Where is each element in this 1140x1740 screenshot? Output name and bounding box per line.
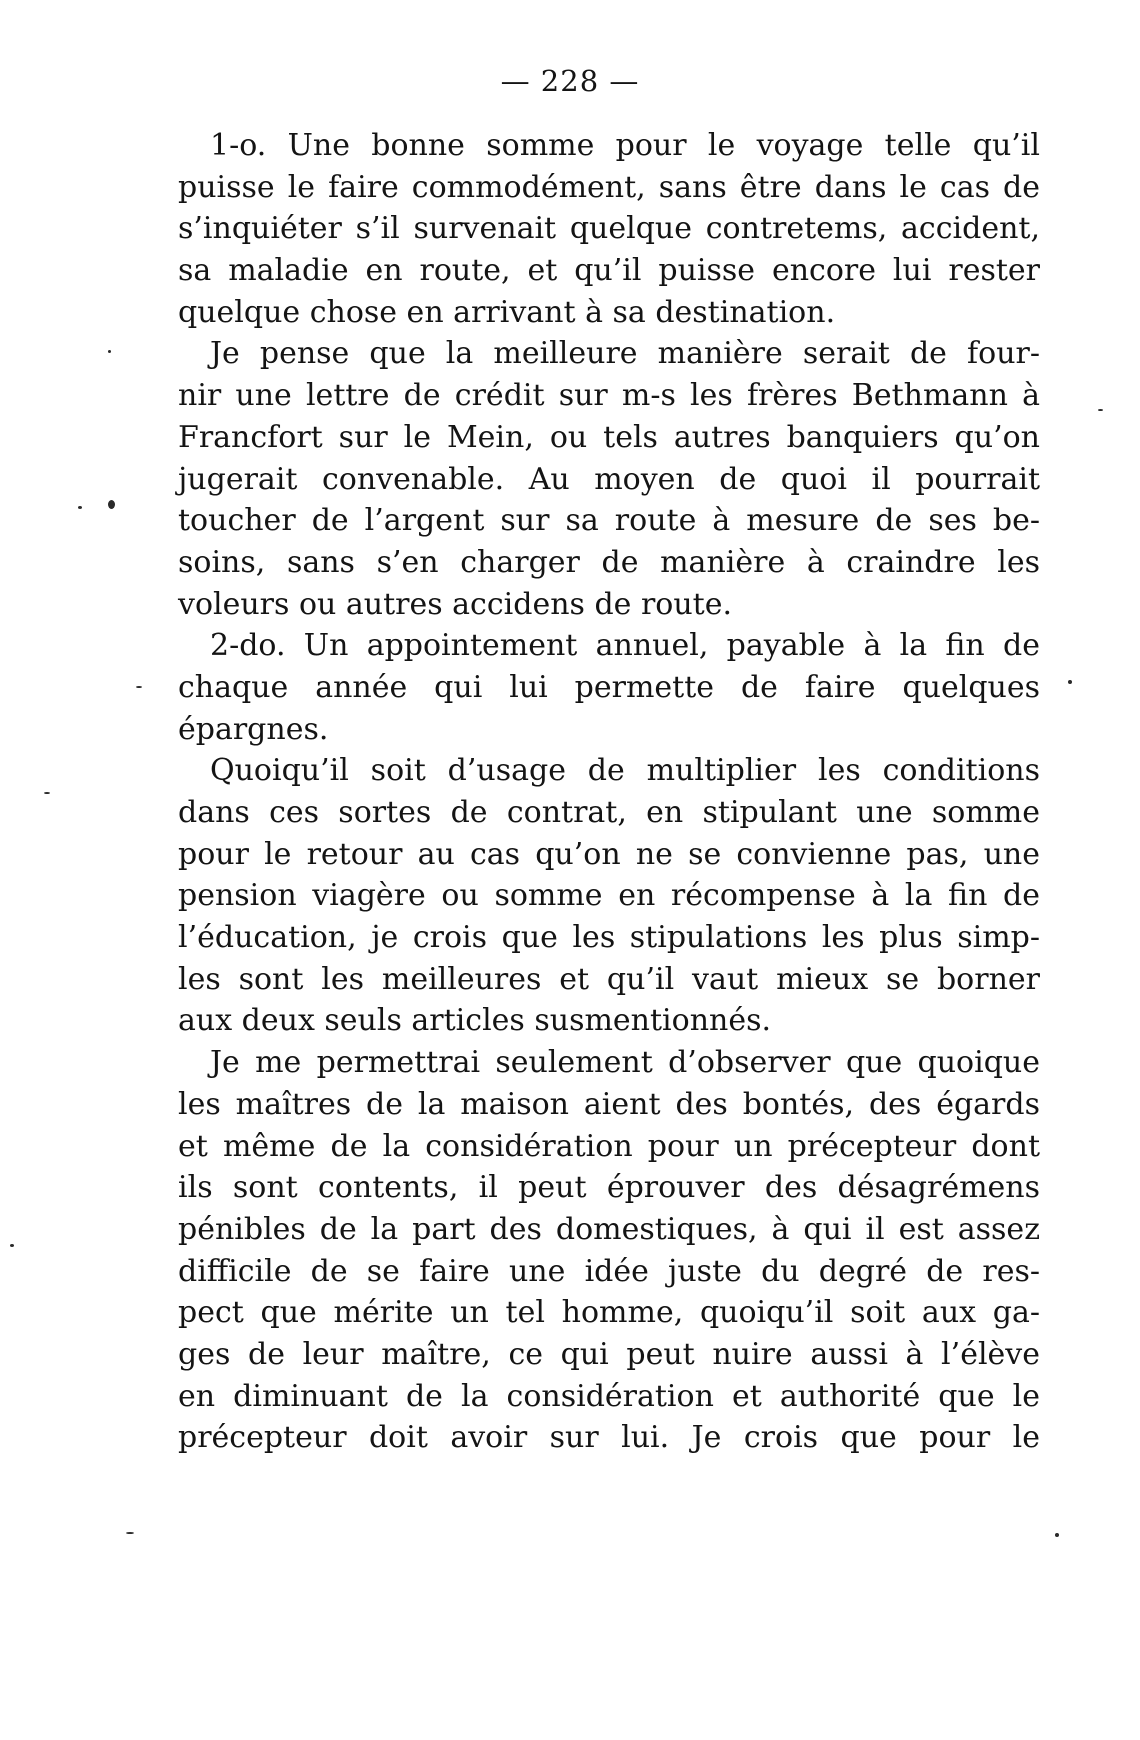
scan-speck bbox=[108, 350, 111, 353]
text-line: chaque année qui lui permette de faire quelques bbox=[178, 669, 1040, 705]
text-line: s’inquiéter s’il survenait quelque contretems, accident, bbox=[178, 211, 1040, 247]
text-line: les maîtres de la maison aient des bontés, des égards bbox=[178, 1086, 1040, 1122]
text-line: quelque chose en arrivant à sa destination. bbox=[178, 294, 836, 330]
text-line: pénibles de la part des domestiques, à qui il est assez bbox=[178, 1211, 1040, 1247]
text-line: Quoiqu’il soit d’usage de multiplier les conditions bbox=[210, 753, 1040, 789]
text-line: ges de leur maître, ce qui peut nuire aussi à l’élève bbox=[178, 1336, 1040, 1372]
text-line: nir une lettre de crédit sur m-s les frères Bethmann à bbox=[178, 378, 1040, 414]
text-line: ils sont contents, il peut éprouver des désagrémens bbox=[178, 1170, 1040, 1206]
paragraph-1 bbox=[178, 125, 1040, 333]
text-line: soins, sans s’en charger de manière à craindre les bbox=[178, 544, 1040, 580]
text-line: et même de la considération pour un précepteur dont bbox=[178, 1128, 1040, 1164]
scan-speck bbox=[78, 506, 82, 509]
text-line: dans ces sortes de contrat, en stipulant une somme bbox=[178, 795, 1040, 830]
scan-speck bbox=[10, 1244, 14, 1247]
page-number: — 228 — bbox=[500, 64, 640, 98]
paragraph-2 bbox=[178, 333, 1040, 625]
text-line: pect que mérite un tel homme, quoiqu’il soit aux ga- bbox=[178, 1295, 1040, 1331]
scan-speck bbox=[108, 500, 115, 509]
text-line: jugerait convenable. Au moyen de quoi il pourrait bbox=[178, 461, 1040, 497]
text-line: 1-o. Une bonne somme pour le voyage telle qu’il bbox=[210, 128, 1040, 163]
paragraph-5 bbox=[178, 1042, 1040, 1459]
text-line: sa maladie en route, et qu’il puisse encore lui rester bbox=[178, 253, 1040, 289]
paragraph-4 bbox=[178, 750, 1040, 1042]
text-line: précepteur doit avoir sur lui. Je crois que pour le bbox=[178, 1420, 1040, 1456]
text-line: en diminuant de la considération et authorité que le bbox=[178, 1378, 1040, 1414]
scan-speck bbox=[1068, 680, 1072, 684]
scan-speck bbox=[1055, 1533, 1059, 1537]
text-line: toucher de l’argent sur sa route à mesure de ses be- bbox=[178, 503, 1040, 539]
paragraph-3 bbox=[178, 625, 1040, 750]
text-line: voleurs ou autres accidens de route. bbox=[178, 586, 733, 622]
text-line: aux deux seuls articles susmentionnés. bbox=[178, 1003, 772, 1039]
text-line: Francfort sur le Mein, ou tels autres banquiers qu’on bbox=[178, 419, 1040, 455]
scan-speck bbox=[126, 1532, 134, 1534]
text-line: l’éducation, je crois que les stipulations les plus simp- bbox=[178, 920, 1040, 956]
scan-speck bbox=[1098, 409, 1103, 411]
body-text bbox=[178, 125, 1040, 1459]
text-line: difficile de se faire une idée juste du degré de res- bbox=[178, 1253, 1040, 1289]
scan-speck bbox=[136, 686, 142, 688]
text-line: épargnes. bbox=[178, 711, 329, 747]
text-line: pour le retour au cas qu’on ne se convienne pas, une bbox=[178, 836, 1040, 872]
scan-speck bbox=[44, 792, 50, 794]
text-line: 2-do. Un appointement annuel, payable à la fin de bbox=[210, 628, 1040, 664]
text-line: les sont les meilleures et qu’il vaut mieux se borner bbox=[178, 961, 1040, 997]
text-line: pension viagère ou somme en récompense à la fin de bbox=[178, 878, 1040, 914]
text-line: puisse le faire commodément, sans être dans le cas de bbox=[178, 169, 1040, 205]
text-line: Je me permettrai seulement d’observer que quoique bbox=[210, 1045, 1040, 1081]
text-line: Je pense que la meilleure manière serait de four- bbox=[210, 336, 1040, 372]
